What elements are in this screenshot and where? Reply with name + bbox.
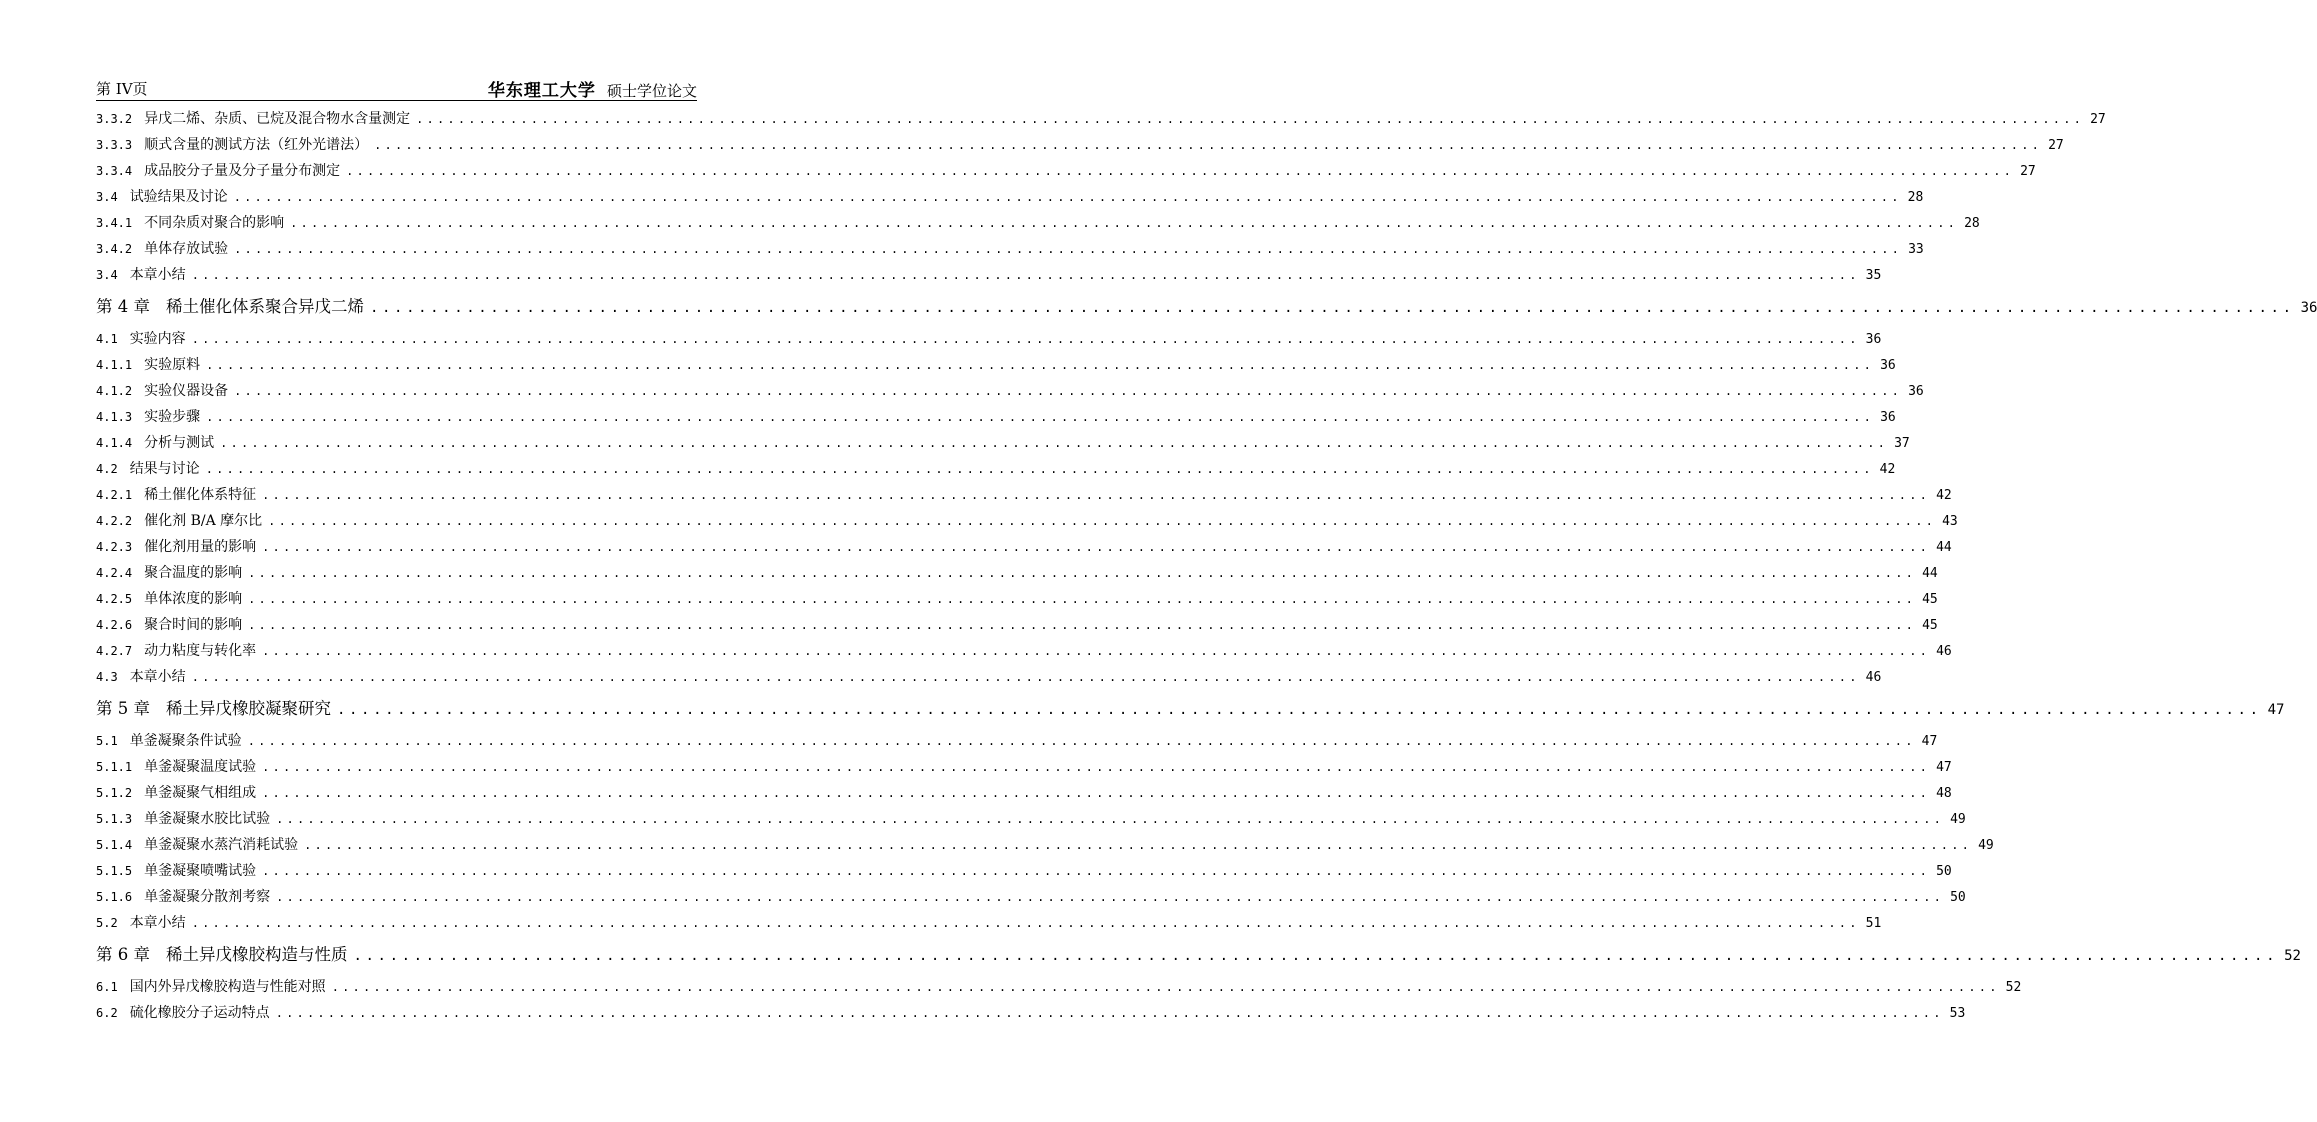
toc-entry[interactable] [96,326,1882,352]
toc-entry-page: 47 [2267,702,2285,718]
toc-entry-number: 4.2.1 [96,488,133,502]
toc-leader-dots: ................................................................................................................................................................ [233,190,1902,204]
toc-entry-page: 47 [1921,734,1938,749]
toc-leader-dots: ................................................................................................................................................................ [262,786,1931,800]
toc-leader-dots: ................................................................................................................................................................ [248,618,1917,632]
toc-entry-number: 4.1.1 [96,358,133,372]
toc-entry-title: 单釜凝聚喷嘴试验 [144,863,257,879]
toc-entry-page: 52 [2284,948,2301,964]
toc-entry-title: 聚合温度的影响 [144,565,243,581]
toc-entry-title: 实验步骤 [144,409,201,425]
toc-entry-page: 46 [1936,644,1952,659]
toc-entry-title: 单釜凝聚条件试验 [129,733,242,749]
toc-entry-title: 聚合时间的影响 [144,617,243,633]
toc-leader-dots: ................................................................................................................................................................ [234,242,1903,256]
toc-entry-title: 顺式含量的测试方法（红外光谱法） [144,137,369,153]
toc-entry-number: 5.1.3 [96,812,133,826]
toc-entry-title: 实验仪器设备 [144,383,229,399]
toc-leader-dots: ................................................................................................................................................................ [374,138,2043,152]
toc-entry[interactable] [96,858,1952,884]
toc-leader-dots: ................................................................................................................................................................ [191,670,1860,684]
toc-entry-title: 稀土催化体系聚合异戊二烯 [166,297,364,316]
toc-entry-number: 4.1.4 [96,436,133,450]
toc-entry-number: 4.1.2 [96,384,133,398]
toc-entry-page: 49 [1950,812,1966,827]
toc-leader-dots: ................................................................................................................................................................ [206,358,1875,372]
toc-entry[interactable] [96,106,2106,132]
toc-entry-page: 45 [1922,592,1938,607]
toc-entry-page: 36 [1880,410,1896,425]
toc-leader-dots: ................................................................................................................................................................ [370,300,2295,316]
toc-entry[interactable] [96,974,2022,1000]
toc-entry-number: 4.1.3 [96,410,133,424]
toc-entry-number: 5.1.1 [96,760,133,774]
toc-entry[interactable] [96,132,2064,158]
toc-entry-number: 第 6 章 [96,945,150,964]
toc-chapter-entry[interactable] [96,288,2317,326]
toc-entry-page: 42 [1936,488,1952,503]
toc-entry-page: 47 [1936,760,1952,775]
toc-entry[interactable] [96,638,1952,664]
toc-leader-dots: ................................................................................................................................................................ [262,540,1931,554]
toc-leader-dots: ................................................................................................................................................................ [353,948,2279,964]
toc-entry[interactable] [96,754,1952,780]
toc-leader-dots: ................................................................................................................................................................ [191,916,1860,930]
toc-entry-page: 33 [1908,242,1924,257]
toc-entry-page: 53 [1949,1006,1966,1021]
toc-entry-page: 36 [2300,300,2317,316]
toc-entry-title: 本章小结 [129,915,186,931]
toc-entry-number: 5.1.2 [96,786,133,800]
toc-entry-title: 单体存放试验 [144,241,229,257]
toc-entry-number: 4.2.7 [96,644,133,658]
toc-entry[interactable] [96,352,1896,378]
toc-entry-page: 51 [1865,916,1882,931]
toc-entry-number: 4.2.6 [96,618,133,632]
toc-entry-title: 稀土异戊橡胶构造与性质 [166,945,348,964]
toc-chapter-entry[interactable] [96,690,2285,728]
toc-entry-title: 单釜凝聚分散剂考察 [144,889,271,905]
toc-leader-dots: ................................................................................................................................................................ [337,702,2262,718]
toc-entry-title: 成品胶分子量及分子量分布测定 [144,163,341,179]
toc-entry-title: 硫化橡胶分子运动特点 [129,1005,270,1021]
toc-entry[interactable] [96,508,1958,534]
toc-entry[interactable] [96,158,2036,184]
toc-leader-dots: ................................................................................................................................................................ [205,462,1874,476]
toc-entry[interactable] [96,404,1896,430]
toc-entry-number: 6.1 [96,980,118,994]
toc-entry-title: 催化剂 B/A 摩尔比 [144,513,263,529]
toc-leader-dots: ................................................................................................................................................................ [268,514,1937,528]
toc-entry-page: 27 [2020,164,2036,179]
toc-leader-dots: ................................................................................................................................................................ [262,488,1931,502]
toc-entry[interactable] [96,780,1952,806]
toc-entry-title: 分析与测试 [144,435,215,451]
toc-entry-page: 49 [1978,838,1994,853]
toc-entry-page: 48 [1936,786,1952,801]
toc-leader-dots: ................................................................................................................................................................ [234,384,1903,398]
header-right [488,76,697,101]
toc-entry-number: 6.2 [96,1006,118,1020]
toc-entry-title: 单釜凝聚水蒸汽消耗试验 [144,837,299,853]
toc-entry-title: 动力粘度与转化率 [144,643,257,659]
toc-entry-page: 50 [1936,864,1952,879]
toc-entry-title: 单体浓度的影响 [144,591,243,607]
toc-entry-number: 3.4 [96,190,118,204]
toc-entry-title: 不同杂质对聚合的影响 [144,215,285,231]
toc-entry-number: 4.2.2 [96,514,133,528]
toc-leader-dots: ................................................................................................................................................................ [416,112,2085,126]
toc-entry-number: 4.2.4 [96,566,133,580]
toc-entry-number: 4.1 [96,332,118,346]
toc-entry-number: 第 5 章 [96,699,150,718]
toc-entry-page: 46 [1865,670,1882,685]
toc-entry-title: 稀土异戊橡胶凝聚研究 [166,699,331,718]
toc-entry[interactable] [96,430,1910,456]
toc-entry-number: 5.1.5 [96,864,133,878]
toc-entry-page: 42 [1879,462,1896,477]
toc-entry-title: 本章小结 [129,669,186,685]
toc-entry[interactable] [96,534,1952,560]
toc-entry[interactable] [96,832,1994,858]
toc-entry[interactable] [96,612,1938,638]
toc-entry-page: 35 [1865,268,1882,283]
toc-entry[interactable] [96,236,1924,262]
toc-entry-title: 稀土催化体系特征 [144,487,257,503]
toc-entry-number: 5.1 [96,734,118,748]
toc-entry-page: 27 [2048,138,2064,153]
toc-entry[interactable] [96,456,1896,482]
toc-entry[interactable] [96,184,1924,210]
toc-leader-dots: ................................................................................................................................................................ [262,644,1931,658]
toc-entry[interactable] [96,806,1966,832]
toc-entry-number: 3.3.2 [96,112,133,126]
toc-entry-title: 单釜凝聚水胶比试验 [144,811,271,827]
toc-entry-title: 催化剂用量的影响 [144,539,257,555]
toc-entry-page: 43 [1942,514,1958,529]
toc-entry[interactable] [96,586,1938,612]
toc-entry-number: 3.4.2 [96,242,133,256]
toc-entry[interactable] [96,884,1966,910]
toc-entry-number: 3.4.1 [96,216,133,230]
toc-leader-dots: ................................................................................................................................................................ [191,332,1860,346]
toc-entry-number: 3.4 [96,268,118,282]
toc-entry-title: 异戊二烯、杂质、已烷及混合物水含量测定 [144,111,411,127]
toc-entry-title: 结果与讨论 [129,461,200,477]
toc-leader-dots: ................................................................................................................................................................ [191,268,1860,282]
toc-entry-title: 单釜凝聚温度试验 [144,759,257,775]
toc-entry-page: 52 [2005,980,2022,995]
toc-entry[interactable] [96,482,1952,508]
toc-entry-number: 5.1.6 [96,890,133,904]
toc-leader-dots: ................................................................................................................................................................ [331,980,2000,994]
toc-entry[interactable] [96,262,1882,288]
toc-entry-page: 45 [1922,618,1938,633]
toc-entry-page: 50 [1950,890,1966,905]
toc-entry-number: 4.3 [96,670,118,684]
toc-leader-dots: ................................................................................................................................................................ [276,890,1945,904]
toc-entry-page: 44 [1936,540,1952,555]
degree-label: 硕士学位论文 [606,82,697,100]
toc-entry-title: 本章小结 [129,267,186,283]
toc-entry[interactable] [96,664,1882,690]
toc-entry-title: 实验内容 [129,331,186,347]
toc-leader-dots: ................................................................................................................................................................ [262,760,1931,774]
toc-entry[interactable] [96,910,1882,936]
toc-entry-number: 4.2.5 [96,592,133,606]
toc-entry-title: 单釜凝聚气相组成 [144,785,257,801]
toc-entry-page: 36 [1880,358,1896,373]
toc-leader-dots: ................................................................................................................................................................ [247,734,1916,748]
toc-entry[interactable] [96,378,1924,404]
toc-entry[interactable] [96,1000,1966,1026]
toc-leader-dots: ................................................................................................................................................................ [206,410,1875,424]
toc-leader-dots: ................................................................................................................................................................ [248,566,1917,580]
toc-leader-dots: ................................................................................................................................................................ [276,812,1945,826]
toc-entry-title: 试验结果及讨论 [129,189,228,205]
toc-leader-dots: ................................................................................................................................................................ [220,436,1889,450]
toc-chapter-entry[interactable] [96,936,2301,974]
page-number-label: 第 IV页 [96,80,148,98]
toc-entry-page: 28 [1964,216,1980,231]
university-name: 华东理工大学 [487,81,596,101]
toc-leader-dots: ................................................................................................................................................................ [248,592,1917,606]
toc-entry[interactable] [96,210,1980,236]
toc-leader-dots: ................................................................................................................................................................ [304,838,1973,852]
toc-entry-title: 实验原料 [144,357,201,373]
toc-entry-page: 36 [1865,332,1882,347]
toc-entry-number: 4.2 [96,462,118,476]
toc-leader-dots: ................................................................................................................................................................ [290,216,1959,230]
table-of-contents [96,106,2317,1026]
toc-entry[interactable] [96,728,1938,754]
toc-entry-number: 5.1.4 [96,838,133,852]
toc-entry-page: 36 [1908,384,1924,399]
toc-entry-number: 4.2.3 [96,540,133,554]
toc-entry[interactable] [96,560,1938,586]
toc-entry-number: 3.3.4 [96,164,133,178]
toc-leader-dots: ................................................................................................................................................................ [346,164,2015,178]
toc-entry-number: 3.3.3 [96,138,133,152]
toc-entry-title: 国内外异戊橡胶构造与性能对照 [129,979,326,995]
toc-entry-page: 37 [1894,436,1910,451]
toc-entry-page: 44 [1922,566,1938,581]
toc-entry-page: 27 [2090,112,2106,127]
page-header [96,76,697,101]
toc-leader-dots: ................................................................................................................................................................ [262,864,1931,878]
toc-leader-dots: ................................................................................................................................................................ [275,1006,1944,1020]
toc-entry-number: 第 4 章 [96,297,150,316]
toc-entry-page: 28 [1907,190,1924,205]
toc-entry-number: 5.2 [96,916,118,930]
